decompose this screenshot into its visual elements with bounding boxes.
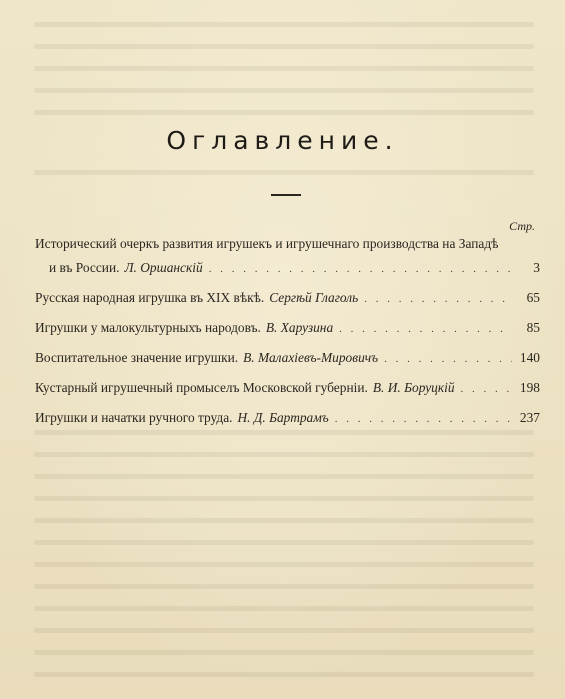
page-column-label: Стр.	[509, 219, 535, 233]
leader-dots	[335, 407, 512, 431]
show-through-line	[34, 540, 534, 545]
show-through-line	[34, 672, 534, 677]
entry-title: Игрушки и начатки ручного труда.	[35, 410, 233, 425]
show-through-line	[34, 452, 534, 457]
show-through-line	[34, 474, 534, 479]
toc-entry[interactable]	[35, 406, 540, 430]
entry-author: Сергѣй Глаголь	[269, 290, 359, 305]
entry-author: В. Малахіевъ-Мировичъ	[243, 350, 379, 365]
toc-entry[interactable]	[35, 376, 540, 400]
entry-page-number: 85	[526, 320, 540, 335]
entry-page-number: 198	[519, 380, 540, 395]
toc-entry[interactable]	[35, 316, 540, 340]
show-through-line	[34, 606, 534, 611]
entry-author: Н. Д. Бартрамъ	[237, 410, 329, 425]
entry-title: Исторический очеркъ развития игрушекъ и игрушечнаго производства на Западѣ	[35, 236, 499, 251]
leader-dots	[339, 317, 512, 341]
entry-title: Кустарный игрушечный промыселъ Московской губерніи.	[35, 380, 368, 395]
show-through-line	[34, 44, 534, 49]
show-through-line	[34, 584, 534, 589]
entry-author: В. Харузина	[265, 320, 334, 335]
entry-page-number: 140	[519, 350, 540, 365]
leader-dots	[364, 287, 512, 311]
show-through-line	[34, 110, 534, 115]
show-through-line	[34, 518, 534, 523]
show-through-line	[34, 66, 534, 71]
entry-page-number: 3	[533, 260, 540, 275]
entry-title: Воспитательное значение игрушки.	[35, 350, 239, 365]
toc-entry[interactable]	[35, 256, 540, 280]
toc-entry[interactable]	[35, 346, 540, 370]
entry-page-number: 65	[526, 290, 540, 305]
table-of-contents	[35, 232, 540, 430]
toc-entry-line	[35, 232, 540, 256]
entry-author: В. И. Боруцкій	[372, 380, 455, 395]
leader-dots	[461, 377, 512, 401]
show-through-line	[34, 562, 534, 567]
show-through-line	[34, 22, 534, 27]
title-rule	[271, 194, 301, 196]
show-through-line	[34, 628, 534, 633]
entry-title-continued: и въ России.	[49, 260, 120, 275]
show-through-line	[34, 496, 534, 501]
entry-title: Русская народная игрушка въ XIX вѣкѣ.	[35, 290, 265, 305]
entry-author: Л. Оршанскій	[124, 260, 203, 275]
entry-page-number: 237	[519, 410, 540, 425]
show-through-line	[34, 650, 534, 655]
leader-dots	[384, 347, 512, 371]
show-through-line	[34, 170, 534, 175]
leader-dots	[209, 257, 512, 281]
show-through-line	[34, 88, 534, 93]
page-title: Оглавление.	[166, 126, 399, 155]
entry-title: Игрушки у малокультурныхъ народовъ.	[35, 320, 261, 335]
toc-entry[interactable]	[35, 286, 540, 310]
